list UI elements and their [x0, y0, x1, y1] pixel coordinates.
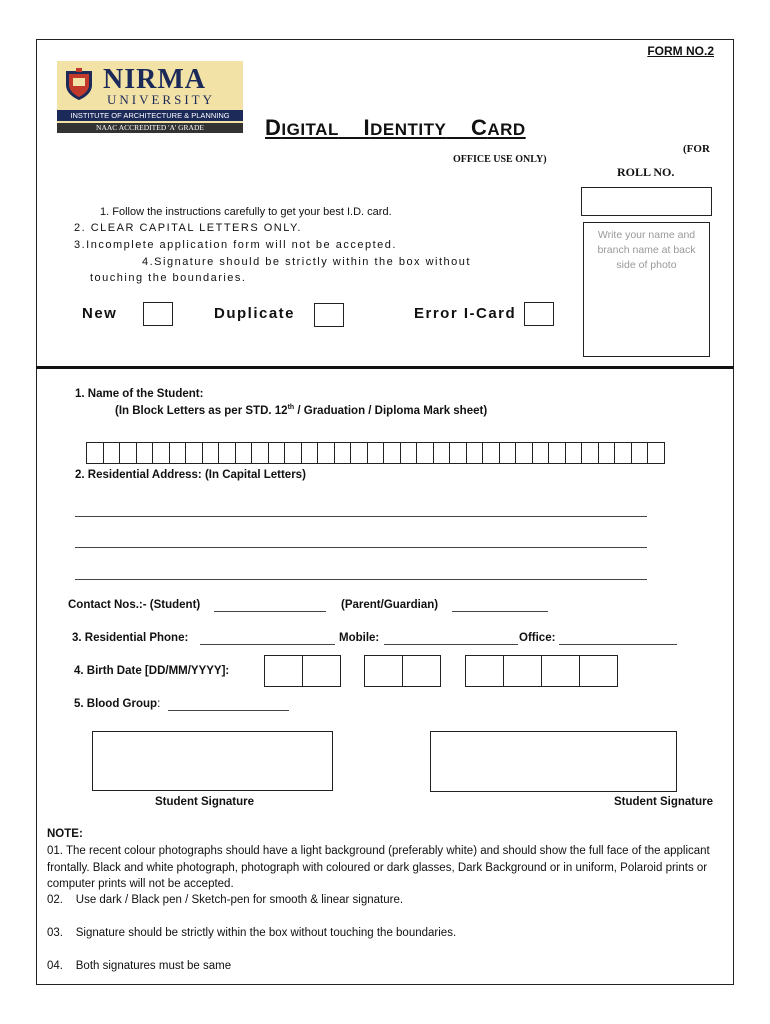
roll-no-label: ROLL NO. — [617, 165, 675, 179]
duplicate-checkbox[interactable] — [314, 303, 344, 327]
signature-label-2: Student Signature — [614, 796, 714, 808]
birth-year-boxes[interactable] — [465, 655, 617, 687]
blood-group-line[interactable] — [168, 710, 289, 711]
name-hint: (In Block Letters as per STD. 12th / Graduation / Diploma Mark sheet) — [115, 404, 488, 417]
logo-accreditation: NAAC ACCREDITED 'A' GRADE — [57, 123, 243, 133]
address-line-3[interactable] — [75, 579, 647, 580]
photo-hint: Write your name and branch name at back side of photo — [597, 229, 696, 271]
note-3: 03. Signature should be strictly within the box without touching the boundaries. — [47, 927, 457, 939]
instruction-3: 3.Incomplete application form will not be accepted. — [74, 239, 397, 251]
signature-box-2[interactable] — [430, 731, 677, 792]
birth-day-boxes[interactable] — [264, 655, 340, 687]
page-title — [265, 115, 526, 141]
instruction-1: 1. Follow the instructions carefully to get your best I.D. card. — [100, 206, 392, 218]
name-label: 1. Name of the Student: — [75, 388, 204, 400]
office-use-label: OFFICE USE ONLY) — [453, 154, 547, 165]
contact-label: Contact Nos.:- (Student) — [68, 599, 201, 611]
name-letter-grid[interactable] — [86, 442, 664, 464]
address-line-1[interactable] — [75, 516, 647, 517]
address-line-2[interactable] — [75, 547, 647, 548]
new-checkbox[interactable] — [143, 302, 173, 326]
form-number: FORM NO.2 — [647, 44, 714, 58]
title-word: CARD — [470, 115, 526, 140]
phone-line[interactable] — [200, 644, 335, 645]
note-2: 02. Use dark / Black pen / Sketch-pen for smooth & linear signature. — [47, 894, 404, 906]
parent-label: (Parent/Guardian) — [341, 599, 439, 611]
parent-contact-line[interactable] — [452, 611, 548, 612]
instruction-4: 4.Signature should be strictly within the box without — [142, 256, 471, 268]
error-card-checkbox[interactable] — [524, 302, 554, 326]
birth-month-boxes[interactable] — [364, 655, 440, 687]
section-divider — [36, 366, 734, 369]
roll-no-input[interactable] — [581, 187, 712, 216]
address-label: 2. Residential Address: (In Capital Letters) — [75, 469, 306, 481]
office-label: Office: — [519, 632, 556, 644]
error-card-label: Error I-Card — [414, 305, 517, 322]
logo-university: UNIVERSITY — [107, 92, 215, 107]
university-logo — [57, 61, 243, 133]
signature-label-1: Student Signature — [155, 796, 255, 808]
office-line[interactable] — [559, 644, 677, 645]
instruction-4-cont: touching the boundaries. — [90, 272, 247, 284]
logo-name: NIRMA — [103, 64, 206, 95]
mobile-line[interactable] — [384, 644, 518, 645]
for-label: (FOR — [683, 143, 710, 155]
instruction-2: 2. CLEAR CAPITAL LETTERS ONLY. — [74, 222, 302, 234]
mobile-label: Mobile: — [339, 632, 380, 644]
logo-institute: INSTITUTE OF ARCHITECTURE & PLANNING — [57, 110, 243, 121]
note-4: 04. Both signatures must be same — [47, 960, 232, 972]
title-word: DIGITAL — [265, 115, 339, 140]
new-label: New — [82, 305, 118, 322]
crest-icon — [64, 67, 94, 101]
blood-group-label: 5. Blood Group: — [74, 698, 161, 710]
phone-label: 3. Residential Phone: — [72, 632, 189, 644]
title-word: IDENTITY — [363, 115, 447, 140]
birth-date-label: 4. Birth Date [DD/MM/YYYY]: — [74, 665, 230, 677]
duplicate-label: Duplicate — [214, 305, 296, 322]
student-contact-line[interactable] — [214, 611, 326, 612]
signature-box-1[interactable] — [92, 731, 333, 791]
note-heading: NOTE: — [47, 828, 83, 840]
note-1: 01. The recent colour photographs should have a light background (preferably white) and should show the full face of the applicant frontally. Black and white photograph, photograph with coloured or dark glasses, Dark Background or in uniform, Polaroid prints or computer prints will not be accepted. — [47, 845, 710, 890]
